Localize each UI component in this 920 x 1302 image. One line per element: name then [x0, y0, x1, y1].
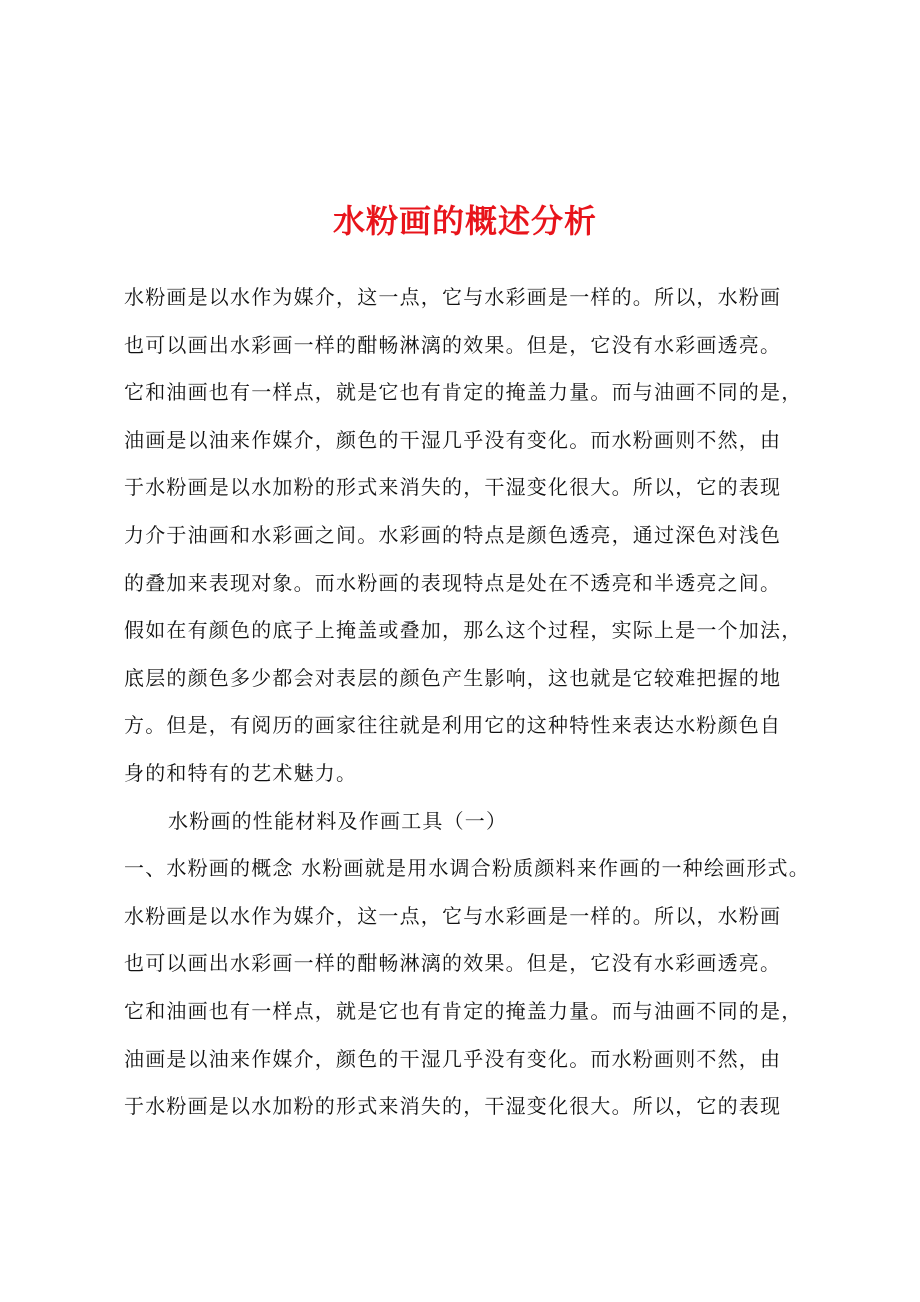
section-heading: 水粉画的性能材料及作画工具（一）	[168, 808, 508, 833]
text-line: 油画是以油来作媒介，颜色的干湿几乎没有变化。而水粉画则不然，由	[124, 1046, 782, 1071]
text-line: 也可以画出水彩画一样的酣畅淋漓的效果。但是，它没有水彩画透亮。	[124, 332, 782, 357]
text-line: 水粉画是以水作为媒介，这一点，它与水彩画是一样的。所以，水粉画	[124, 285, 782, 309]
document-body	[124, 283, 844, 1140]
text-line: 的叠加来表现对象。而水粉画的表现特点是处在不透亮和半透亮之间。	[124, 570, 782, 595]
text-line: 油画是以油来作媒介，颜色的干湿几乎没有变化。而水粉画则不然，由	[124, 427, 782, 452]
text-line: 于水粉画是以水加粉的形式来消失的，干湿变化很大。所以，它的表现	[124, 475, 782, 500]
text-line: 方。但是，有阅历的画家往往就是利用它的这种特性来表达水粉颜色自	[124, 713, 782, 738]
text-line: 身的和特有的艺术魅力。	[124, 760, 358, 785]
text-line: 底层的颜色多少都会对表层的颜色产生影响，这也就是它较难把握的地	[124, 665, 782, 690]
text-line: 力介于油画和水彩画之间。水彩画的特点是颜色透亮，通过深色对浅色	[124, 522, 782, 547]
text-line: 假如在有颜色的底子上掩盖或叠加，那么这个过程，实际上是一个加法，	[124, 618, 803, 643]
text-line: 一、水粉画的概念 水粉画就是用水调合粉质颜料来作画的一种绘画形式。	[124, 856, 810, 881]
text-line: 它和油画也有一样点，就是它也有肯定的掩盖力量。而与油画不同的是，	[124, 380, 803, 405]
text-line: 于水粉画是以水加粉的形式来消失的，干湿变化很大。所以，它的表现	[124, 1094, 782, 1119]
text-line: 它和油画也有一样点，就是它也有肯定的掩盖力量。而与油画不同的是，	[124, 998, 803, 1023]
text-line: 水粉画是以水作为媒介，这一点，它与水彩画是一样的。所以，水粉画	[124, 903, 782, 928]
text-line: 也可以画出水彩画一样的酣畅淋漓的效果。但是，它没有水彩画透亮。	[124, 951, 782, 976]
document-title: 水粉画的概述分析	[332, 202, 597, 240]
